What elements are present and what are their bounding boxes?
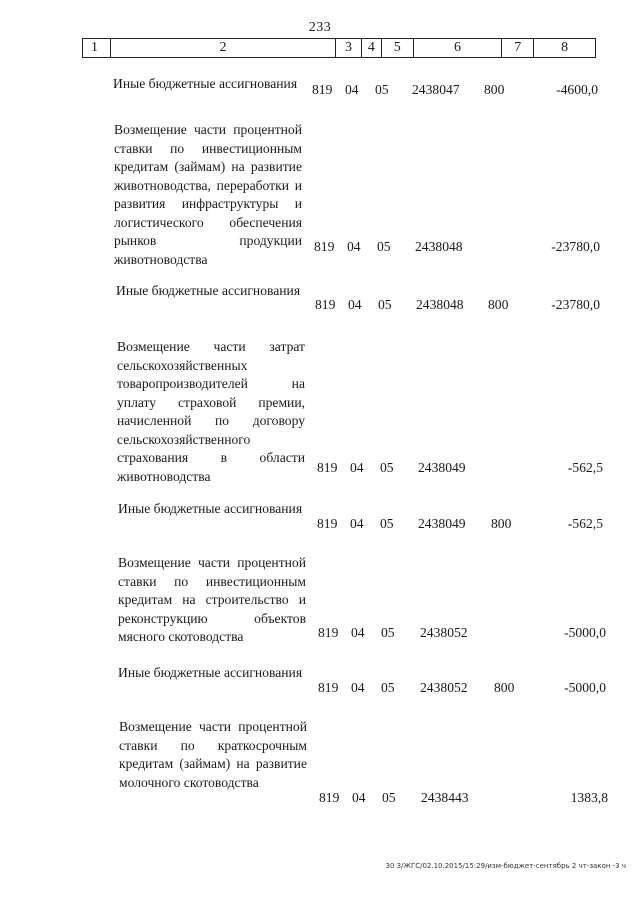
ministry-code: 819 <box>315 297 336 312</box>
column-header: 8 <box>561 40 569 55</box>
expense-type-code: 800 <box>488 297 509 312</box>
ministry-code: 819 <box>318 680 339 695</box>
ministry-code: 819 <box>312 82 333 97</box>
ministry-code: 819 <box>314 239 335 254</box>
section-code: 04 <box>350 460 364 475</box>
column-header: 1 <box>83 39 111 57</box>
ministry-code: 819 <box>318 625 339 640</box>
expense-type-code: 800 <box>491 516 512 531</box>
section-code: 04 <box>350 516 364 531</box>
row-description: Возмещение части процентной ставки по инвестиционным кредитам (займам) на развитие животноводства, переработки и развития инфраструктуры и логистического обеспечения рынков продукции животноводства <box>114 122 302 267</box>
subsection-code: 05 <box>375 82 389 97</box>
row-description: Иные бюджетные ассигнования <box>118 501 303 516</box>
column-header: 6 <box>414 39 503 57</box>
subsection-code: 05 <box>381 680 395 695</box>
row-description: Иные бюджетные ассигнования <box>113 76 298 91</box>
target-code: 2438048 <box>415 239 463 254</box>
subsection-code: 05 <box>380 516 394 531</box>
target-code: 2438049 <box>418 516 466 531</box>
row-description: Иные бюджетные ассигнования <box>118 665 303 680</box>
target-code: 2438052 <box>420 625 468 640</box>
amount: -4600,0 <box>556 82 598 97</box>
column-header: 5 <box>382 39 414 57</box>
column-header: 2 <box>111 39 336 57</box>
section-code: 04 <box>348 297 362 312</box>
target-code: 2438443 <box>421 790 469 805</box>
section-code: 04 <box>351 625 365 640</box>
document-footer: 30 3/ЖГС/02.10.2015/15:29/изм-бюджет-сентябрь 2 чт-закон -3 ч <box>385 862 626 870</box>
expense-type-code: 800 <box>484 82 505 97</box>
amount: -5000,0 <box>564 680 606 695</box>
subsection-code: 05 <box>382 790 396 805</box>
target-code: 2438048 <box>416 297 464 312</box>
ministry-code: 819 <box>319 790 340 805</box>
column-header: 7 <box>502 39 534 57</box>
row-description: Возмещение части процентной ставки по инвестиционным кредитам на строительство и реконструкцию объектов мясного скотоводства <box>118 555 306 644</box>
row-description: Возмещение части затрат сельскохозяйственных товаропроизводителей на уплату страховой премии, начисленной по договору сельскохозяйственного страхования в области животноводства <box>117 339 305 484</box>
section-code: 04 <box>352 790 366 805</box>
column-header: 3 <box>336 39 362 57</box>
subsection-code: 05 <box>377 239 391 254</box>
ministry-code: 819 <box>317 516 338 531</box>
section-code: 04 <box>345 82 359 97</box>
subsection-code: 05 <box>381 625 395 640</box>
amount: -23780,0 <box>551 239 600 254</box>
amount: -23780,0 <box>551 297 600 312</box>
subsection-code: 05 <box>380 460 394 475</box>
target-code: 2438047 <box>412 82 460 97</box>
row-description: Возмещение части процентной ставки по краткосрочным кредитам (займам) на развитие молочного скотоводства <box>119 719 307 790</box>
target-code: 2438049 <box>418 460 466 475</box>
column-header: 4 <box>362 39 382 57</box>
amount: 1383,8 <box>570 790 608 805</box>
row-description: Иные бюджетные ассигнования <box>116 283 301 298</box>
table-header <box>82 38 596 58</box>
target-code: 2438052 <box>420 680 468 695</box>
page-number: 233 <box>308 20 332 35</box>
amount: -562,5 <box>567 516 603 531</box>
ministry-code: 819 <box>317 460 338 475</box>
amount: -562,5 <box>567 460 603 475</box>
subsection-code: 05 <box>378 297 392 312</box>
section-code: 04 <box>347 239 361 254</box>
amount: -5000,0 <box>564 625 606 640</box>
section-code: 04 <box>351 680 365 695</box>
expense-type-code: 800 <box>494 680 515 695</box>
